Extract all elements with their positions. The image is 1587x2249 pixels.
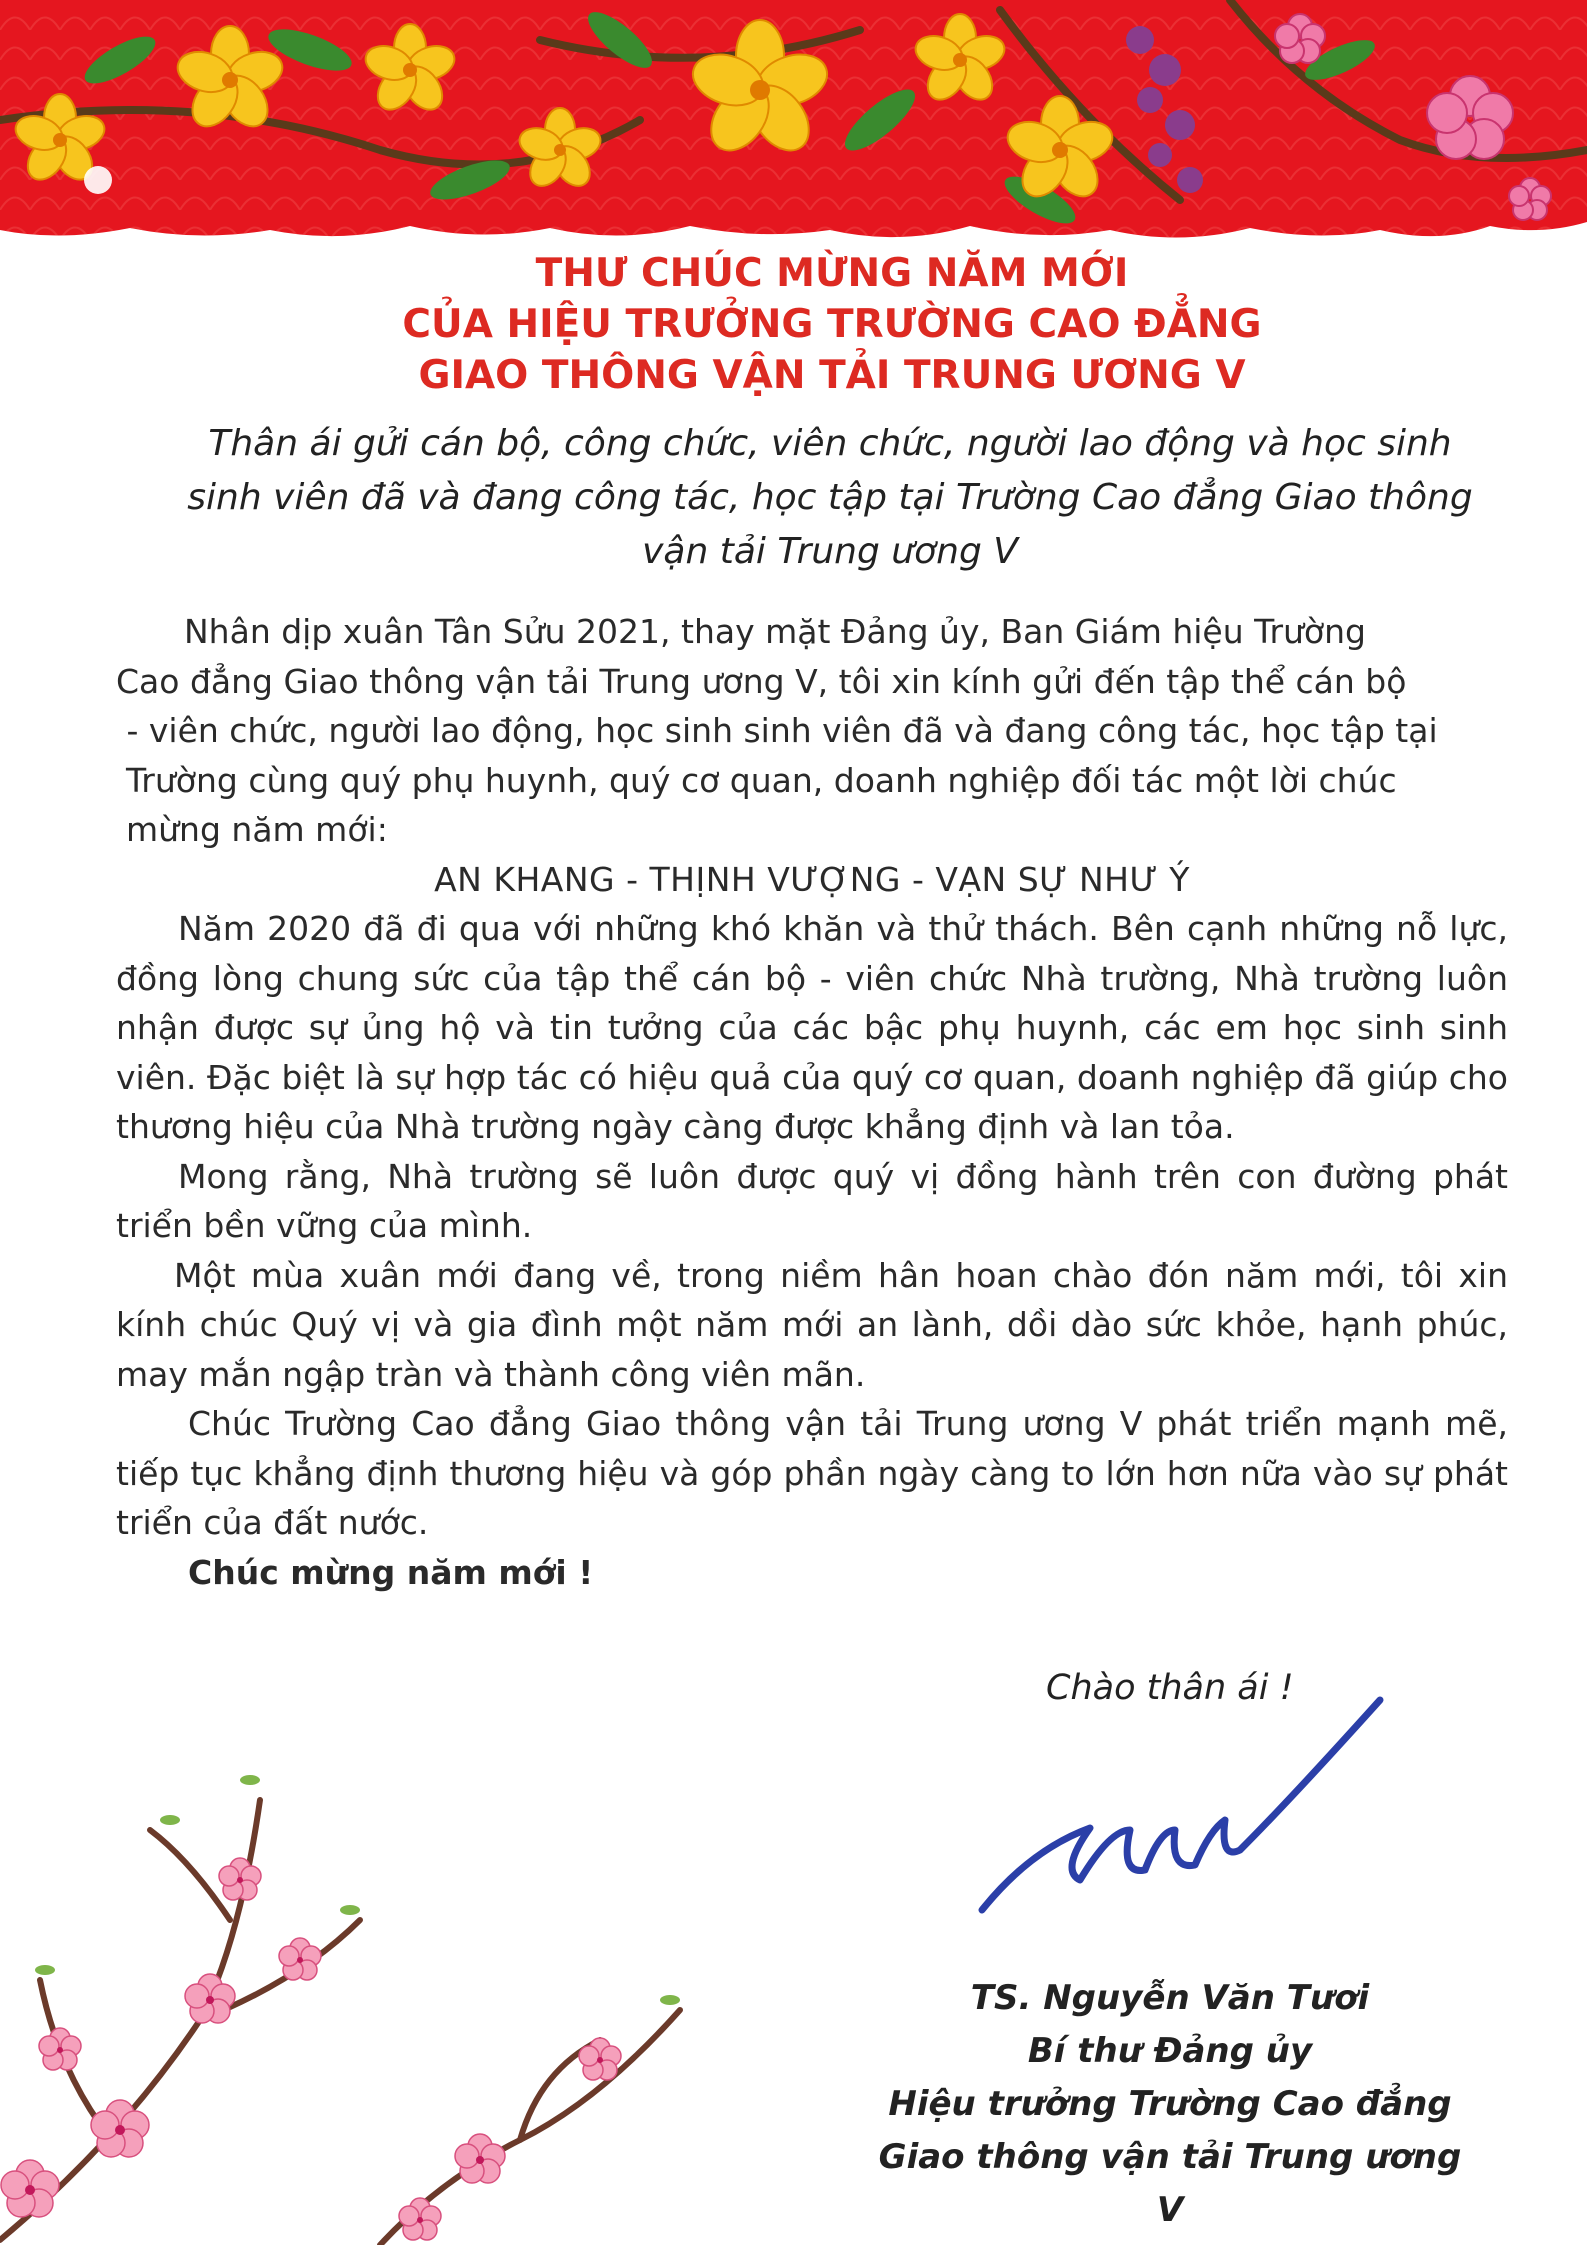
intro-line: Nhân dịp xuân Tân Sửu 2021, thay mặt Đảng ủy, Ban Giám hiệu Trường [184, 612, 1366, 651]
peach-blossom-decoration [0, 1720, 720, 2249]
title-line-2: CỦA HIỆU TRƯỞNG TRƯỜNG CAO ĐẲNG [402, 302, 1262, 347]
peach-blossom-icon [0, 1720, 720, 2245]
body-paragraph-3: Mong rằng, Nhà trường sẽ luôn được quý vị đồng hành trên con đường phát triển bền vững của mình. [116, 1156, 1508, 1245]
title-line-1: THƯ CHÚC MỪNG NĂM MỚI [535, 251, 1129, 296]
tet-flower-banner-image [0, 0, 1587, 250]
letter-title [116, 248, 1508, 401]
intro-line: mừng năm mới: [126, 810, 388, 849]
greeting-line-3: vận tải Trung ương V [642, 531, 1018, 572]
signer-role-2: Hiệu trưởng Trường Cao đẳng [888, 2084, 1452, 2124]
signer-name: TS. Nguyễn Văn Tươi [970, 1978, 1370, 2018]
closing-wish: Chúc mừng năm mới ! [188, 1552, 594, 1592]
title-line-3: GIAO THÔNG VẬN TẢI TRUNG ƯƠNG V [418, 353, 1246, 398]
greeting-line-2: sinh viên đã và đang công tác, học tập tại Trường Cao đẳng Giao thông [187, 477, 1473, 518]
intro-line: Trường cùng quý phụ huynh, quý cơ quan, doanh nghiệp đối tác một lời chúc [126, 760, 1397, 800]
signature-icon [970, 1680, 1390, 1940]
greeting-line-1: Thân ái gửi cán bộ, công chức, viên chức, người lao động và học sinh [208, 423, 1452, 464]
intro-line: Cao đẳng Giao thông vận tải Trung ương V, tôi xin kính gửi đến tập thể cán bộ [116, 661, 1407, 701]
intro-line: - viên chức, người lao động, học sinh sinh viên đã và đang công tác, học tập tại [116, 711, 1438, 750]
intro-paragraph [116, 607, 1508, 855]
body-paragraph-2: Năm 2020 đã đi qua với những khó khăn và thử thách. Bên cạnh những nỗ lực, đồng lòng chung sức của tập thể cán bộ - viên chức Nhà trường, Nhà trường luôn nhận được sự ủng hộ và tin tưởng của các bậc phụ huynh, các em học sinh sinh viên. Đặc biệt là sự hợp tác có hiệu quả của quý cơ quan, doanh nghiệp đã giúp cho thương hiệu của Nhà trường ngày càng được khẳng định và lan tỏa. [116, 909, 1508, 1146]
letter-body [116, 607, 1508, 1597]
signer-block [870, 1972, 1470, 2237]
handwritten-signature [970, 1680, 1390, 1944]
signer-role-3: Giao thông vận tải Trung ương V [878, 2137, 1462, 2230]
signer-role-1: Bí thư Đảng ủy [1027, 2031, 1313, 2071]
body-paragraph-5: Chúc Trường Cao đẳng Giao thông vận tải Trung ương V phát triển mạnh mẽ, tiếp tục khẳng định thương hiệu và góp phần ngày càng to lớn hơn nữa vào sự phát triển của đất nước. [116, 1404, 1508, 1542]
letter-content [116, 248, 1508, 1597]
greeting [116, 417, 1508, 579]
header-banner-flowers [0, 0, 1587, 250]
body-paragraph-4: Một mùa xuân mới đang về, trong niềm hân hoan chào đón năm mới, tôi xin kính chúc Quý vị và gia đình một năm mới an lành, dồi dào sức khỏe, hạnh phúc, may mắn ngập tràn và thành công viên mãn. [116, 1255, 1508, 1394]
farewell-text: Chào thân ái ! [1046, 1668, 1294, 1708]
new-year-motto: AN KHANG - THỊNH VƯỢNG - VẠN SỰ NHƯ Ý [434, 859, 1190, 899]
